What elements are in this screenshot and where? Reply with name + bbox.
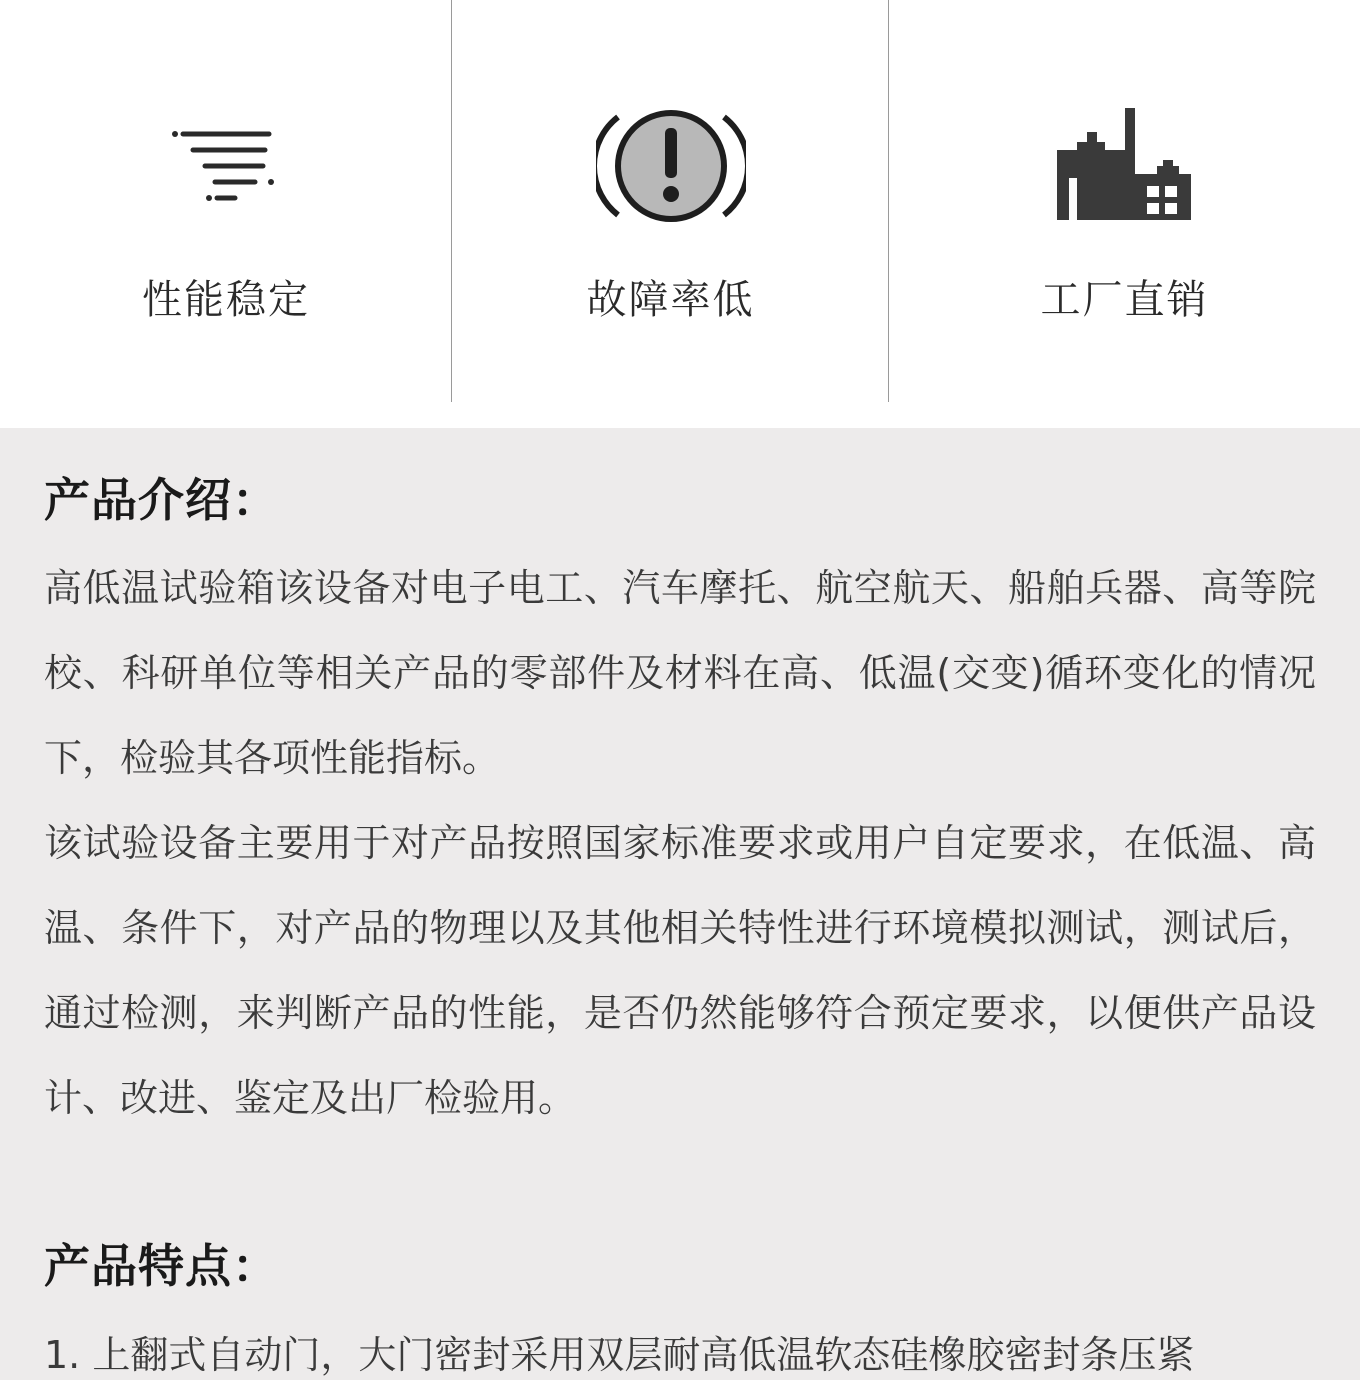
feature-strip xyxy=(0,0,1360,428)
intro-paragraph-2: 该试验设备主要用于对产品按照国家标准要求或用户自定要求，在低温、高温、条件下，对产品的物理以及其他相关特性进行环境模拟测试，测试后，通过检测，来判断产品的性能，是否仍然能够符合预定要求，以便供产品设计、改进、鉴定及出厂检验用。 xyxy=(44,821,1316,1120)
warning-circle-icon xyxy=(596,101,746,235)
feature-factory-direct xyxy=(889,0,1360,402)
intro-title: 产品介绍： xyxy=(44,473,279,527)
intro-paragraph-1: 高低温试验箱该设备对电子电工、汽车摩托、航空航天、船舶兵器、高等院校、科研单位等相关产品的零部件及材料在高、低温(交变)循环变化的情况下，检验其各项性能指标。 xyxy=(44,566,1316,780)
feature-label: 性能稳定 xyxy=(142,277,310,323)
feature-label: 工厂直销 xyxy=(1040,277,1209,323)
wind-lines-icon xyxy=(171,126,281,210)
product-content xyxy=(0,428,1360,1380)
feature-stable-performance xyxy=(0,0,452,402)
feature-item-1: 1. 上翻式自动门，大门密封采用双层耐高低温软态硅橡胶密封条压紧 xyxy=(44,1333,1195,1377)
features-title: 产品特点： xyxy=(44,1239,279,1293)
factory-icon xyxy=(1055,108,1195,227)
feature-label: 故障率低 xyxy=(586,277,755,323)
feature-low-failure-rate xyxy=(452,0,889,402)
